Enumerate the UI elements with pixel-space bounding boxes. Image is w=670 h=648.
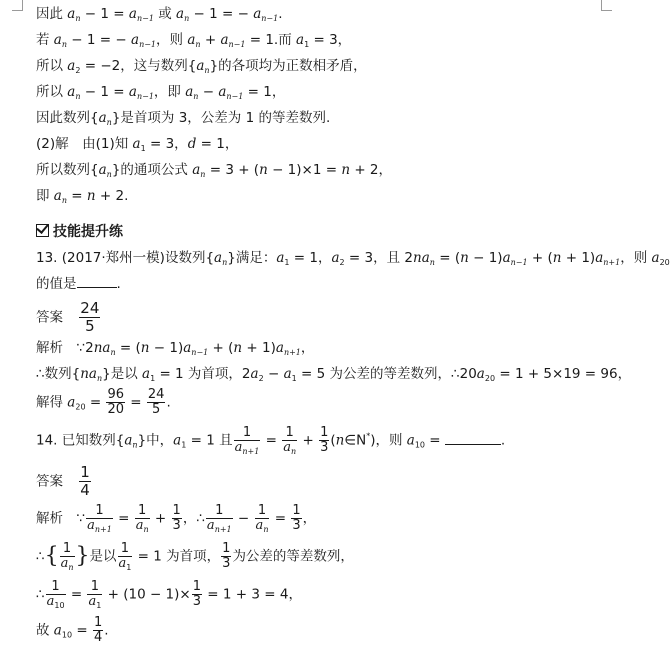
text-line: 若 $a_n - 1$ = − $a_{n-1}$，则 $a_n + a_{n-1} = 1$.而 $a_1 = 3$， — [36, 32, 352, 49]
fraction: $\frac{1}{a_{n+1}}$ — [87, 503, 112, 534]
crop-mark-left — [12, 0, 23, 11]
answer-blank — [445, 444, 501, 445]
fraction: $\frac{1}{a_1}$ — [88, 579, 102, 610]
fraction: $\frac{24}{5}$ — [80, 299, 100, 335]
analysis-14-line1: 解析 ∵ $\frac{1}{a_{n+1}}$ = $\frac{1}{a_n}$ + $\frac{1}{3}$ ，∴ $\frac{1}{a_{n+1}}$ − $\frac{1}{a_n}$ = $\frac{1}{3}$ ， — [36, 503, 317, 534]
fraction: $\frac{1}{a_{10}}$ — [46, 579, 65, 610]
text-line: 所以 $a_n - 1 = a_{n-1}$，即 $a_n - a_{n-1} = 1$， — [36, 84, 286, 101]
section-heading: 技能提升练 — [36, 224, 123, 240]
question-13: 13. (2017·郑州一模)设数列$\{a_n\}$满足：$a_1 = 1$，$a_2 = 3$，且 $2na_n = (n - 1)a_{n-1} + (n + 1)a_{n+1}$，则 $a_{20}$ — [36, 250, 670, 267]
fraction: $\frac{1}{a_n}$ — [135, 503, 149, 534]
fraction: $\frac{1}{3}$ — [192, 579, 201, 609]
fraction: $\frac{24}{5}$ — [147, 387, 165, 417]
text-line: 即 $a_n = n + 2$. — [36, 188, 129, 205]
text-line: 因此数列$\{a_n\}$是首项为 3，公差为 1 的等差数列. — [36, 110, 331, 127]
fraction: $\frac{1}{3}$ — [320, 425, 329, 455]
fraction: $\frac{1}{a_{n+1}}$ — [234, 425, 260, 456]
fraction: $\frac{1}{3}$ — [292, 503, 301, 533]
fraction: $\frac{1}{3}$ — [172, 503, 181, 533]
answer-14: 答案 $\frac{1}{4}$ — [36, 463, 90, 499]
fraction: $\frac{1}{a_n}$ — [283, 425, 297, 456]
checkbox-icon — [36, 224, 49, 237]
analysis-13-line3: 解得 $a_{20}$ = $\frac{96}{20}$ = $\frac{24}{5}$ . — [36, 387, 171, 417]
fraction: $\frac{96}{20}$ — [107, 387, 124, 417]
analysis-13-line1: 解析 $\because 2na_n = (n - 1)a_{n-1} + (n + 1)a_{n+1}$， — [36, 340, 315, 357]
fraction: $\frac{1}{a_n}$ — [255, 503, 269, 534]
fraction: $\frac{1}{a_n}$ — [60, 541, 74, 572]
analysis-14-line3: ∴ $\frac{1}{a_{10}}$ = $\frac{1}{a_1}$ + (10 − 1)× $\frac{1}{3}$ = 1 + 3 = 4， — [36, 579, 302, 610]
crop-mark-right — [601, 0, 612, 11]
fraction: $\frac{1}{3}$ — [222, 541, 231, 571]
text-line: 所以数列$\{a_n\}$的通项公式 $a_n = 3 + (n - 1)\times 1 = n + 2$， — [36, 162, 393, 179]
answer-blank — [77, 287, 117, 288]
text-line: 因此 $a_n - 1 = a_{n-1}$ 或 $a_n - 1$ = − $a_{n-1}$. — [36, 6, 283, 23]
fraction: $\frac{1}{a_1}$ — [118, 541, 132, 572]
analysis-14-line4: 故 $a_{10}$ = $\frac{1}{4}$ . — [36, 615, 109, 645]
question-14: 14. 已知数列$\{a_n\}$中，$a_1 = 1$ 且 $\frac{1}{a_{n+1}}$ = $\frac{1}{a_n}$ + $\frac{1}{3}$ (n∈N*)，则 $a_{10}$ = . — [36, 425, 506, 456]
analysis-14-line2: ∴{ $\frac{1}{a_n}$ }是以 $\frac{1}{a_1}$ = 1 为首项， $\frac{1}{3}$ 为公差的等差数列， — [36, 541, 354, 572]
left-brace: { — [44, 543, 59, 569]
answer-13: 答案 $\frac{24}{5}$ — [36, 299, 100, 335]
fraction: $\frac{1}{4}$ — [80, 463, 90, 499]
right-brace: } — [75, 543, 90, 569]
text-line: (2)解 由(1)知 $a_1 = 3$，d = 1， — [36, 136, 239, 153]
question-13-cont: 的值是 . — [36, 276, 121, 292]
analysis-13-line2: ∴数列$\{na_n\}$是以 $a_1 = 1$ 为首项，$2a_2 - a_1 = 5$ 为公差的等差数列，$\therefore 20a_{20} = 1 + 5\times 19 = 96$， — [36, 366, 632, 383]
fraction: $\frac{1}{a_{n+1}}$ — [206, 503, 232, 534]
text-line: 所以 $a_2 = -2$，这与数列$\{a_n\}$的各项均为正数相矛盾， — [36, 58, 367, 75]
fraction: $\frac{1}{4}$ — [93, 615, 103, 645]
